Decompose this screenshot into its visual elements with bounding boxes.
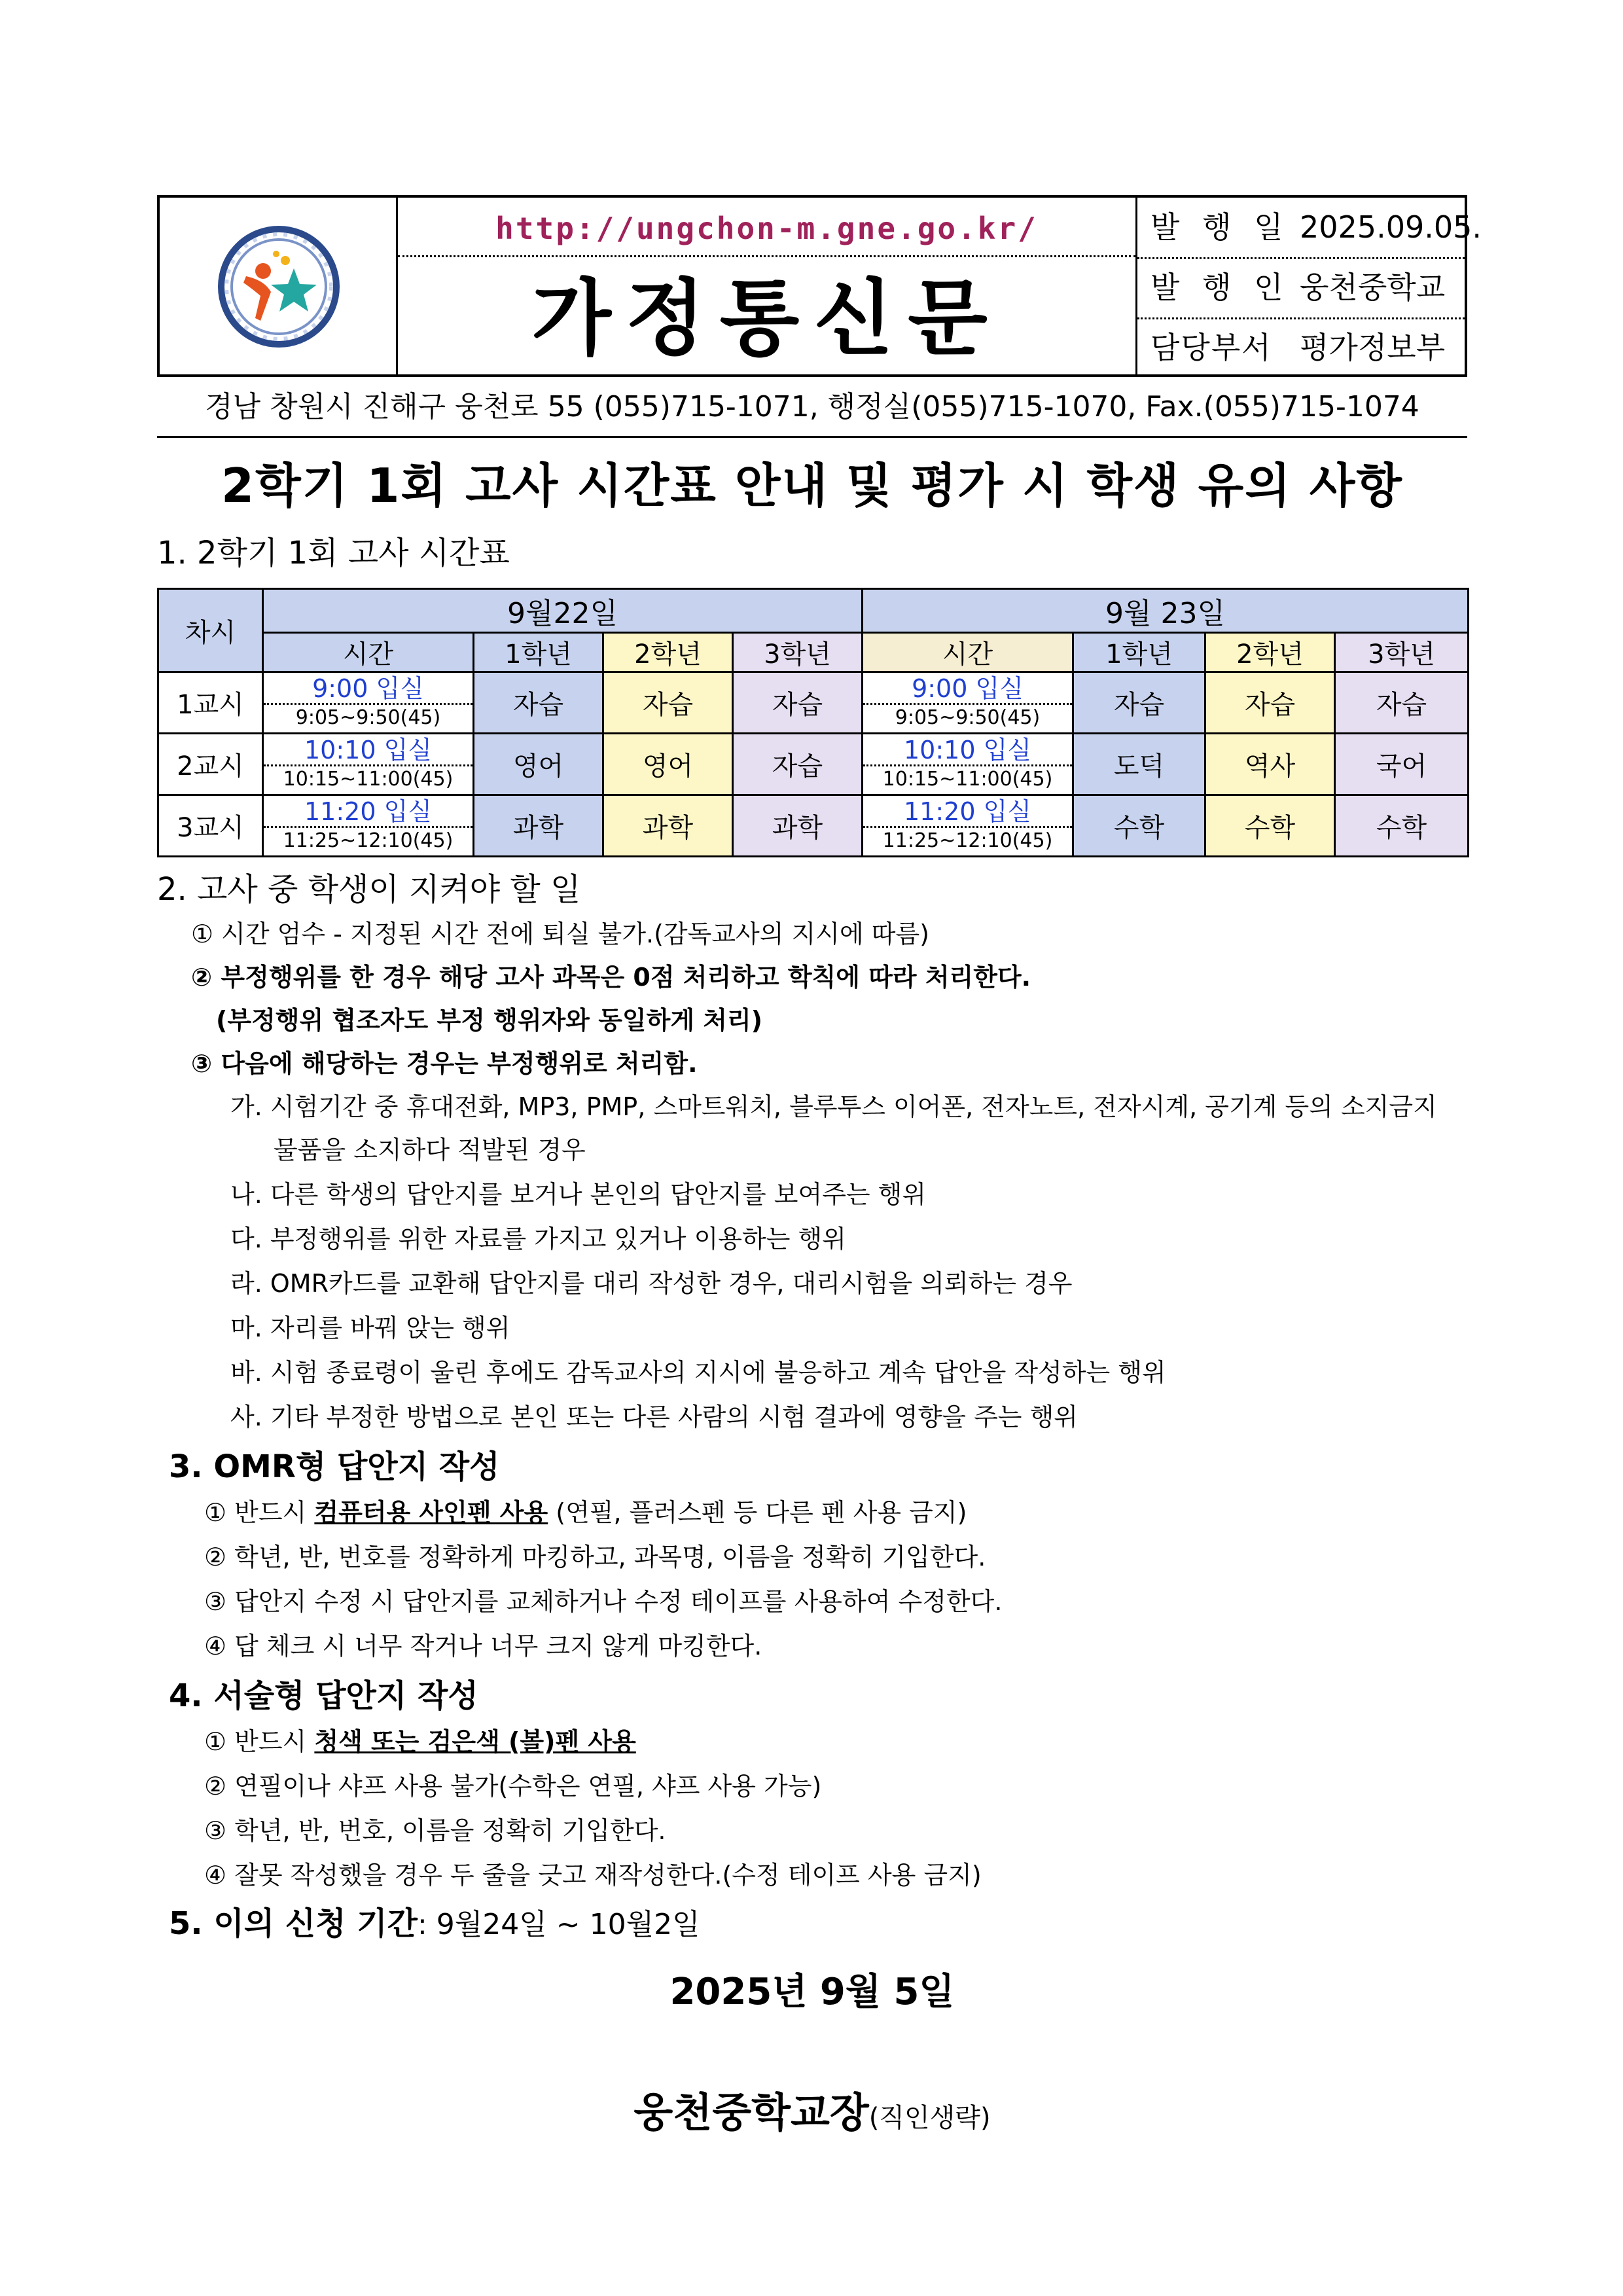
day2-header: 9월 23일 xyxy=(863,589,1469,633)
entry-time: 11:20 입실 xyxy=(304,797,432,826)
omr-item-1 xyxy=(204,1492,967,1533)
entry-time: 10:10 입실 xyxy=(903,736,1031,764)
misconduct-item: 라. OMR카드를 교환해 답안지를 대리 작성한 경우, 대리시험을 의뢰하는 경우 xyxy=(230,1269,1073,1298)
day1-grade2-header: 2학년 xyxy=(603,633,733,672)
day2-grade2-header: 2학년 xyxy=(1205,633,1335,672)
subject-cell: 역사 xyxy=(1205,734,1335,795)
rule-item-2: ② 부정행위를 한 경우 해당 고사 과목은 0점 처리하고 학칙에 따라 처리한다. xyxy=(191,963,1031,992)
subject-cell: 도덕 xyxy=(1073,734,1205,795)
period-cell: 3교시 xyxy=(158,795,263,857)
time-cell xyxy=(863,672,1073,734)
table-row xyxy=(158,795,1469,857)
time-cell xyxy=(863,795,1073,857)
title-cell xyxy=(398,198,1137,374)
subject-cell: 자습 xyxy=(1073,672,1205,734)
publisher-label: 발 행 인 xyxy=(1150,270,1290,305)
misconduct-item: 바. 시험 종료령이 울린 후에도 감독교사의 지시에 불응하고 계속 답안을 작성하는 행위 xyxy=(230,1358,1166,1387)
day2-time-header: 시간 xyxy=(863,633,1073,672)
essay-item: ③ 학년, 반, 번호, 이름을 정확히 기입한다. xyxy=(204,1816,666,1845)
section5-label: 5. 이의 신청 기간 xyxy=(169,1905,418,1942)
table-row xyxy=(158,734,1469,795)
subject-cell: 자습 xyxy=(603,672,733,734)
rule-item-1: ① 시간 엄수 - 지정된 시간 전에 퇴실 불가.(감독교사의 지시에 따름) xyxy=(191,920,930,948)
exam-duration: 9:05~9:50(45) xyxy=(863,703,1072,731)
publisher-row xyxy=(1137,258,1465,319)
school-address: 경남 창원시 진해구 웅천로 55 (055)715-1071, 행정실(055)715-1070, Fax.(055)715-1074 xyxy=(205,390,1419,423)
omr-item-1-emphasis: 컴퓨터용 사인펜 사용 xyxy=(314,1498,548,1527)
issue-date-footer: 2025년 9월 5일 xyxy=(669,1971,955,2013)
subject-cell: 과학 xyxy=(733,795,863,857)
period-header: 차시 xyxy=(158,589,263,672)
day2-grade3-header: 3학년 xyxy=(1335,633,1469,672)
exam-duration: 9:05~9:50(45) xyxy=(264,703,473,731)
issue-date-label: 발 행 일 xyxy=(1150,209,1290,245)
section5-period: : 9월24일 ~ 10월2일 xyxy=(417,1908,700,1941)
exam-schedule-table xyxy=(157,588,1469,857)
time-cell xyxy=(263,672,474,734)
entry-time: 9:00 입실 xyxy=(312,674,424,703)
signature xyxy=(157,2080,1467,2156)
time-cell xyxy=(863,734,1073,795)
issue-date-row xyxy=(1137,198,1482,259)
subject-cell: 국어 xyxy=(1335,734,1469,795)
issue-info xyxy=(1137,198,1482,374)
misconduct-item: 나. 다른 학생의 답안지를 보거나 본인의 답안지를 보여주는 행위 xyxy=(230,1180,927,1209)
omr-item: ③ 답안지 수정 시 답안지를 교체하거나 수정 테이프를 사용하여 수정한다. xyxy=(204,1587,1003,1616)
subject-cell: 자습 xyxy=(1205,672,1335,734)
subject-cell: 수학 xyxy=(1335,795,1469,857)
department-value: 평가정보부 xyxy=(1300,330,1446,365)
subject-cell: 과학 xyxy=(474,795,603,857)
subject-cell: 자습 xyxy=(474,672,603,734)
document-title: 2학기 1회 고사 시간표 안내 및 평가 시 학생 유의 사항 xyxy=(221,458,1403,513)
day1-time-header: 시간 xyxy=(263,633,474,672)
day1-header: 9월22일 xyxy=(263,589,863,633)
essay-item-1 xyxy=(204,1721,636,1762)
omr-item-1-prefix: ① 반드시 xyxy=(204,1498,315,1527)
department-row xyxy=(1137,318,1465,378)
time-cell xyxy=(263,795,474,857)
address-divider xyxy=(157,436,1467,438)
exam-duration: 11:25~12:10(45) xyxy=(264,826,473,854)
section1-heading: 1. 2학기 1회 고사 시간표 xyxy=(157,535,510,571)
subject-cell: 수학 xyxy=(1205,795,1335,857)
misconduct-item: 다. 부정행위를 위한 자료를 가지고 있거나 이용하는 행위 xyxy=(230,1225,846,1253)
url-divider xyxy=(398,255,1135,257)
misconduct-item: 사. 기타 부정한 방법으로 본인 또는 다른 사람의 시험 결과에 영향을 주는 행위 xyxy=(230,1403,1078,1431)
homepage-url[interactable]: http://ungchon-m.gne.go.kr/ xyxy=(495,211,1038,246)
section2-heading: 2. 고사 중 학생이 지켜야 할 일 xyxy=(157,871,581,908)
section5-line xyxy=(169,1902,700,1946)
entry-time: 10:10 입실 xyxy=(304,736,432,764)
department-label: 담당부서 xyxy=(1150,330,1272,365)
essay-item: ④ 잘못 작성했을 경우 두 줄을 긋고 재작성한다.(수정 테이프 사용 금지) xyxy=(204,1861,982,1890)
misconduct-item: 가. 시험기간 중 휴대전화, MP3, PMP, 스마트워치, 블루투스 이어폰, 전자노트, 전자시계, 공기계 등의 소지금지 xyxy=(230,1092,1437,1121)
omr-item-1-suffix: (연필, 플러스펜 등 다른 펜 사용 금지) xyxy=(548,1498,967,1527)
entry-time: 11:20 입실 xyxy=(903,797,1031,826)
exam-duration: 10:15~11:00(45) xyxy=(863,764,1072,793)
subject-cell: 자습 xyxy=(733,734,863,795)
misconduct-item-continued: 물품을 소지하다 적발된 경우 xyxy=(274,1136,586,1164)
subject-cell: 수학 xyxy=(1073,795,1205,857)
entry-time: 9:00 입실 xyxy=(912,674,1024,703)
essay-item-1-emphasis: 청색 또는 검은색 (볼)펜 사용 xyxy=(314,1727,636,1756)
subject-cell: 자습 xyxy=(1335,672,1469,734)
subject-cell: 자습 xyxy=(733,672,863,734)
day1-grade3-header: 3학년 xyxy=(733,633,863,672)
subject-cell: 영어 xyxy=(603,734,733,795)
rule-item-3: ③ 다음에 해당하는 경우는 부정행위로 처리함. xyxy=(191,1049,698,1078)
seal-omitted-note: (직인생략) xyxy=(868,2103,991,2133)
school-emblem-icon xyxy=(160,198,398,374)
day2-grade1-header: 1학년 xyxy=(1073,633,1205,672)
section3-heading: 3. OMR형 답안지 작성 xyxy=(169,1448,500,1485)
header-box xyxy=(157,195,1482,377)
omr-item: ② 학년, 반, 번호를 정확하게 마킹하고, 과목명, 이름을 정확히 기입한다. xyxy=(204,1543,986,1571)
exam-duration: 10:15~11:00(45) xyxy=(264,764,473,793)
time-cell xyxy=(263,734,474,795)
logo-cell xyxy=(160,198,398,374)
section4-heading: 4. 서술형 답안지 작성 xyxy=(169,1677,478,1714)
table-row xyxy=(158,672,1469,734)
subject-cell: 과학 xyxy=(603,795,733,857)
newsletter-title: 가정통신문 xyxy=(531,270,1002,367)
publisher-value: 웅천중학교 xyxy=(1300,270,1446,305)
essay-item: ② 연필이나 샤프 사용 불가(수학은 연필, 샤프 사용 가능) xyxy=(204,1772,822,1801)
day1-grade1-header: 1학년 xyxy=(474,633,603,672)
principal-title: 웅천중학교장 xyxy=(633,2089,869,2136)
period-cell: 1교시 xyxy=(158,672,263,734)
issue-date-value: 2025.09.05. xyxy=(1300,209,1482,245)
essay-item-1-prefix: ① 반드시 xyxy=(204,1727,315,1756)
omr-item: ④ 답 체크 시 너무 작거나 너무 크지 않게 마킹한다. xyxy=(204,1632,762,1660)
rule-item-2-note: (부정행위 협조자도 부정 행위자와 동일하게 처리) xyxy=(216,1006,763,1035)
subject-cell: 영어 xyxy=(474,734,603,795)
period-cell: 2교시 xyxy=(158,734,263,795)
exam-duration: 11:25~12:10(45) xyxy=(863,826,1072,854)
misconduct-item: 마. 자리를 바꿔 앉는 행위 xyxy=(230,1314,510,1342)
